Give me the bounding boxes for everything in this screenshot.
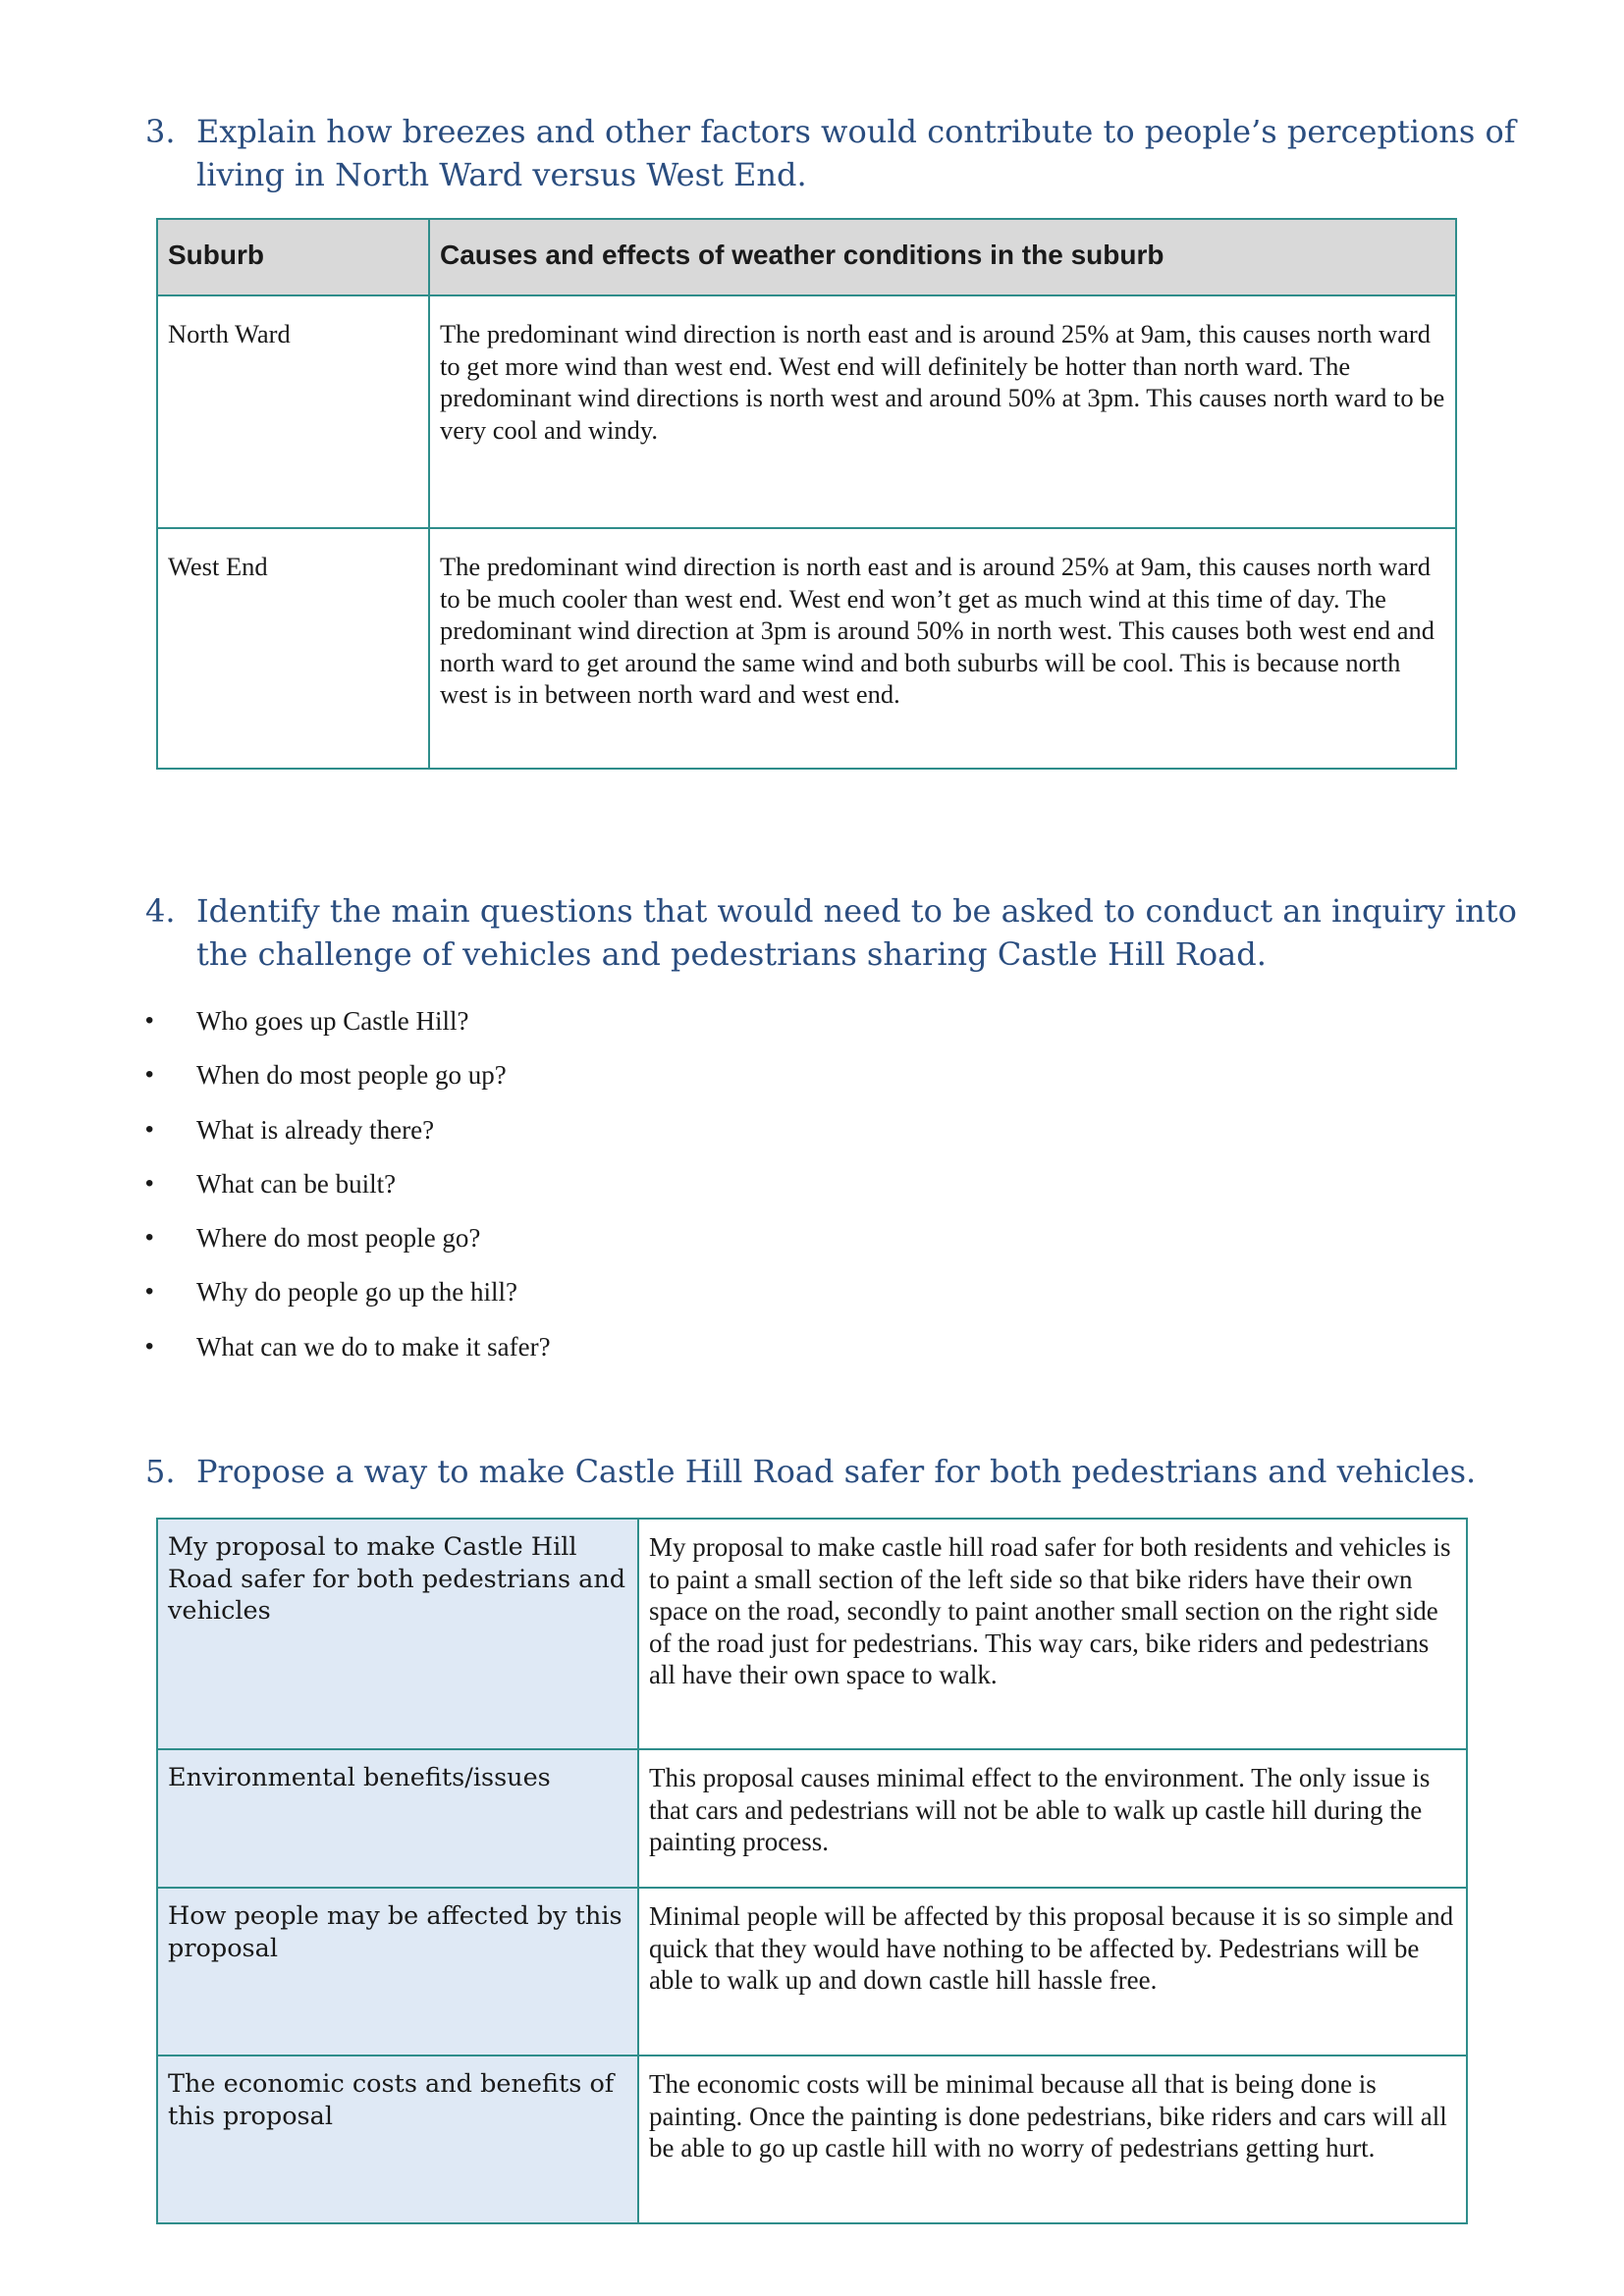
question-number: 5.	[145, 1453, 176, 1490]
question-text: Identify the main questions that would need to be asked to conduct an inquiry into the challenge of vehicles and pedestrians sharing Castle Hill Road.	[196, 892, 1517, 973]
row-label-cell: How people may be affected by this proposal	[157, 1888, 638, 2056]
list-item: • What is already there?	[145, 1105, 551, 1159]
list-item: • What can we do to make it safer?	[145, 1322, 551, 1376]
table-row	[157, 2056, 1467, 2223]
list-item: • Why do people go up the hill?	[145, 1267, 551, 1321]
answer-cell: This proposal causes minimal effect to the environment. The only issue is that cars and pedestrians will not be able to walk up castle hill during the painting process.	[638, 1749, 1467, 1888]
question-text: Explain how breezes and other factors would contribute to people’s perceptions of living in North Ward versus West End.	[196, 113, 1516, 193]
inquiry-questions-list	[145, 996, 551, 1376]
question-number: 3.	[145, 113, 176, 150]
proposal-table	[156, 1518, 1468, 2224]
table-row	[157, 1888, 1467, 2056]
table-row	[157, 1749, 1467, 1888]
row-label-cell: The economic costs and benefits of this proposal	[157, 2056, 638, 2223]
answer-cell: Minimal people will be affected by this proposal because it is so simple and quick that they would have nothing to be affected by. Pedestrians will be able to walk up and down castle hill hassle free.	[638, 1888, 1467, 2056]
weather-table	[156, 218, 1457, 770]
description-cell: The predominant wind direction is north east and is around 25% at 9am, this causes north ward to get more wind than west end. West end will definitely be hotter than north ward. The predominant wind directions is north west and around 50% at 3pm. This causes north ward to be very cool and windy.	[429, 295, 1456, 528]
suburb-cell: North Ward	[157, 295, 429, 528]
table-row	[157, 1519, 1467, 1749]
question-text: Propose a way to make Castle Hill Road safer for both pedestrians and vehicles.	[196, 1453, 1477, 1490]
list-item: • Who goes up Castle Hill?	[145, 996, 551, 1050]
question-number: 4.	[145, 892, 176, 930]
column-header-causes: Causes and effects of weather conditions in the suburb	[429, 219, 1456, 295]
list-item: • Where do most people go?	[145, 1213, 551, 1267]
list-item: • When do most people go up?	[145, 1050, 551, 1104]
description-cell: The predominant wind direction is north east and is around 25% at 9am, this causes north ward to be much cooler than west end. West end won’t get as much wind at this time of day. The predominant wind direction at 3pm is around 50% in north west. This causes both west end and north ward to get around the same wind and both suburbs will be cool. This is because north west is in between north ward and west end.	[429, 528, 1456, 769]
list-item: • What can be built?	[145, 1159, 551, 1213]
suburb-cell: West End	[157, 528, 429, 769]
table-header-row	[157, 219, 1456, 295]
answer-cell: My proposal to make castle hill road safer for both residents and vehicles is to paint a small section of the left side so that bike riders have their own space on the road, secondly to paint another small section on the right side of the road just for pedestrians. This way cars, bike riders and pedestrians all have their own space to walk.	[638, 1519, 1467, 1749]
answer-cell: The economic costs will be minimal because all that is being done is painting. Once the painting is done pedestrians, bike riders and cars will all be able to go up castle hill with no worry of pedestrians getting hurt.	[638, 2056, 1467, 2223]
question-3-heading	[145, 110, 1559, 196]
row-label-cell: Environmental benefits/issues	[157, 1749, 638, 1888]
question-4-heading	[145, 889, 1559, 976]
row-label-cell: My proposal to make Castle Hill Road safer for both pedestrians and vehicles	[157, 1519, 638, 1749]
table-row	[157, 295, 1456, 528]
column-header-suburb: Suburb	[157, 219, 429, 295]
question-5-heading	[145, 1450, 1559, 1493]
table-row	[157, 528, 1456, 769]
